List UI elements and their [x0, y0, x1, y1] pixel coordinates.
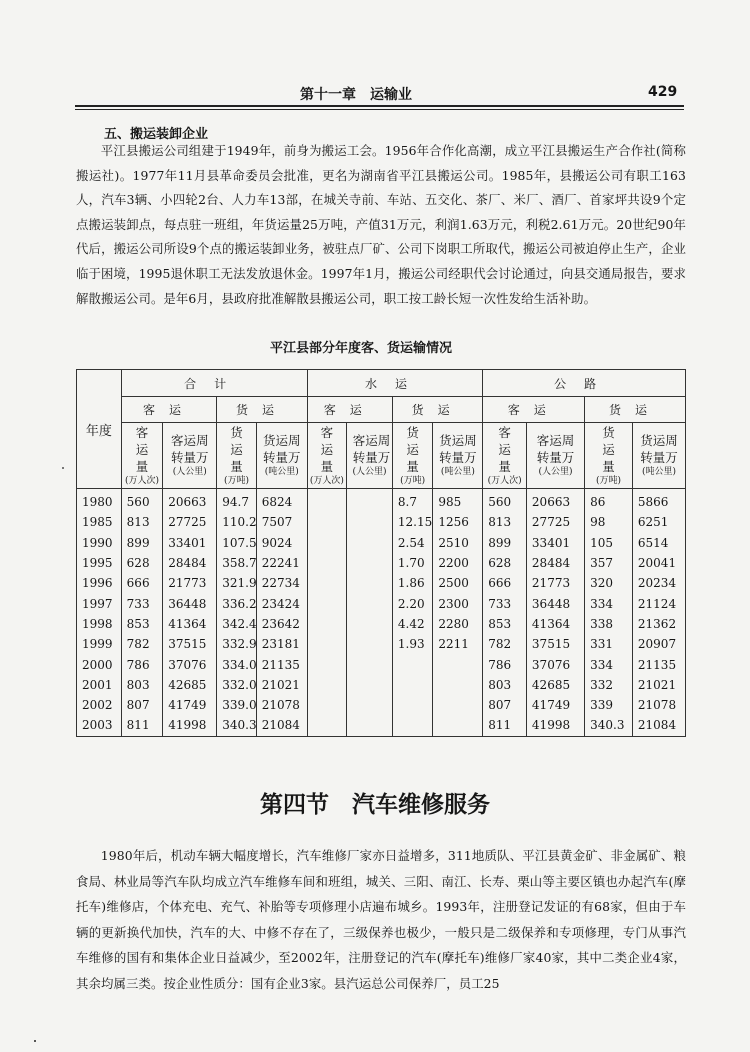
value-cell: 21135	[256, 654, 307, 674]
value-cell: 2280	[433, 614, 483, 634]
value-cell: 628	[121, 553, 163, 573]
value-cell: 899	[483, 533, 527, 553]
value-cell: 2.20	[392, 593, 433, 613]
value-cell: 110.2	[217, 512, 256, 532]
value-cell: 2211	[433, 634, 483, 654]
value-cell	[347, 695, 393, 715]
value-cell	[347, 715, 393, 736]
value-cell: 8.7	[392, 489, 433, 513]
value-cell: 21078	[632, 695, 685, 715]
value-cell: 107.5	[217, 533, 256, 553]
year-cell: 1995	[77, 553, 122, 573]
value-cell	[307, 533, 346, 553]
subgroup-header: 货运	[217, 397, 307, 423]
value-cell: 42685	[526, 675, 584, 695]
value-cell: 338	[585, 614, 633, 634]
value-cell	[433, 654, 483, 674]
value-cell: 27725	[163, 512, 217, 532]
column-header	[392, 423, 433, 489]
value-cell: 21084	[632, 715, 685, 736]
column-unit: (吨公里)	[264, 467, 299, 477]
column-header	[307, 423, 346, 489]
value-cell: 733	[121, 593, 163, 613]
value-cell	[307, 614, 346, 634]
transport-table	[76, 369, 686, 737]
column-name: 货运量	[406, 424, 419, 474]
table-row	[77, 553, 686, 573]
column-name: 货运周转量万	[439, 433, 477, 465]
column-unit: (吨公里)	[641, 467, 676, 477]
value-cell: 786	[121, 654, 163, 674]
section-title: 第四节 汽车维修服务	[260, 792, 490, 818]
value-cell: 41364	[163, 614, 217, 634]
value-cell: 336.2	[217, 593, 256, 613]
value-cell	[307, 593, 346, 613]
value-cell: 21078	[256, 695, 307, 715]
value-cell: 334	[585, 654, 633, 674]
value-cell: 803	[483, 675, 527, 695]
value-cell: 28484	[163, 553, 217, 573]
value-cell: 42685	[163, 675, 217, 695]
year-cell: 1990	[77, 533, 122, 553]
value-cell: 803	[121, 675, 163, 695]
value-cell	[347, 573, 393, 593]
value-cell	[392, 715, 433, 736]
value-cell: 666	[121, 573, 163, 593]
value-cell: 37076	[163, 654, 217, 674]
value-cell: 321.9	[217, 573, 256, 593]
value-cell: 666	[483, 573, 527, 593]
value-cell: 811	[483, 715, 527, 736]
group-header: 水运	[307, 370, 483, 397]
column-header	[256, 423, 307, 489]
chapter-header: 第十一章 运输业	[300, 87, 412, 103]
body-paragraph: 1980年后，机动车辆大幅度增长，汽车维修厂家亦日益增多，311地质队、平江县黄金矿、非金属矿、粮食局、林业局等汽车队均成立汽车维修车间和班组，城关、三阳、南江、长寿、栗山等主要区镇也办起汽车(摩托车)维修店，个体充电、充气、补胎等专项修理小店遍布城乡。1993年，注册登记发证的有68家，但由于车辆的更新换代加快，汽车的大、中修不存在了，三级保养也极少，一般只是二级保养和专项修理，专门从事汽车维修的国有和集体企业日益减少，至2002年，注册登记的汽车(摩托车)维修厂家40家，其中二类企业4家，其余均属三类。按企业性质分：国有企业3家。县汽运总公司保养厂，员工25	[76, 848, 686, 991]
value-cell: 628	[483, 553, 527, 573]
column-header	[163, 423, 217, 489]
subgroup-header: 货运	[392, 397, 482, 423]
value-cell: 339	[585, 695, 633, 715]
column-name: 客运周转量万	[536, 433, 575, 465]
value-cell: 2500	[433, 573, 483, 593]
value-cell	[347, 593, 393, 613]
value-cell: 33401	[526, 533, 584, 553]
value-cell: 813	[121, 512, 163, 532]
value-cell: 105	[585, 533, 633, 553]
value-cell: 23424	[256, 593, 307, 613]
value-cell: 340.3	[585, 715, 633, 736]
value-cell: 339.0	[217, 695, 256, 715]
value-cell	[307, 654, 346, 674]
value-cell: 41749	[163, 695, 217, 715]
column-header	[483, 423, 527, 489]
column-header	[632, 423, 685, 489]
value-cell: 342.4	[217, 614, 256, 634]
value-cell: 21021	[256, 675, 307, 695]
value-cell: 20907	[632, 634, 685, 654]
year-cell: 1998	[77, 614, 122, 634]
year-cell: 2001	[77, 675, 122, 695]
column-unit: (万人次)	[124, 475, 159, 486]
value-cell: 37515	[526, 634, 584, 654]
value-cell: 36448	[526, 593, 584, 613]
value-cell: 22241	[256, 553, 307, 573]
value-cell: 332	[585, 675, 633, 695]
value-cell	[347, 512, 393, 532]
value-cell: 86	[585, 489, 633, 513]
value-cell: 2.54	[392, 533, 433, 553]
value-cell: 6251	[632, 512, 685, 532]
value-cell: 41364	[526, 614, 584, 634]
column-unit: (万吨)	[595, 475, 622, 486]
year-cell: 1980	[77, 489, 122, 513]
value-cell: 23642	[256, 614, 307, 634]
value-cell: 332.9	[217, 634, 256, 654]
value-cell	[433, 675, 483, 695]
column-header	[526, 423, 584, 489]
column-name: 客运周转量万	[352, 433, 391, 465]
scan-speck	[62, 467, 64, 469]
value-cell: 28484	[526, 553, 584, 573]
column-header	[585, 423, 633, 489]
value-cell	[347, 489, 393, 513]
table-row	[77, 533, 686, 553]
value-cell	[307, 489, 346, 513]
column-name: 客运量	[320, 424, 334, 474]
value-cell: 560	[483, 489, 527, 513]
value-cell	[347, 675, 393, 695]
value-cell	[347, 614, 393, 634]
value-cell	[307, 695, 346, 715]
table-row	[77, 715, 686, 736]
value-cell: 21362	[632, 614, 685, 634]
column-name: 客运量	[135, 424, 149, 474]
value-cell	[347, 533, 393, 553]
value-cell: 733	[483, 593, 527, 613]
value-cell: 899	[121, 533, 163, 553]
value-cell: 813	[483, 512, 527, 532]
column-unit: (人公里)	[172, 467, 207, 477]
value-cell: 4.42	[392, 614, 433, 634]
value-cell	[307, 715, 346, 736]
table-row	[77, 695, 686, 715]
year-cell: 2002	[77, 695, 122, 715]
column-unit: (万吨)	[223, 475, 250, 486]
value-cell: 2200	[433, 553, 483, 573]
value-cell	[392, 675, 433, 695]
table-row	[77, 573, 686, 593]
column-header	[347, 423, 393, 489]
value-cell: 12.15	[392, 512, 433, 532]
table-row	[77, 593, 686, 613]
year-cell: 2003	[77, 715, 122, 736]
column-unit: (吨公里)	[440, 467, 475, 477]
column-name: 客运周转量万	[170, 433, 209, 465]
value-cell: 20234	[632, 573, 685, 593]
value-cell: 20041	[632, 553, 685, 573]
table-row	[77, 654, 686, 674]
year-header: 年度	[77, 370, 122, 489]
value-cell	[433, 715, 483, 736]
value-cell: 2300	[433, 593, 483, 613]
value-cell: 340.3	[217, 715, 256, 736]
table-row	[77, 512, 686, 532]
table-title: 平江县部分年度客、货运输情况	[270, 341, 453, 356]
header-rule	[75, 105, 684, 107]
year-cell: 2000	[77, 654, 122, 674]
value-cell: 21773	[526, 573, 584, 593]
value-cell: 41998	[526, 715, 584, 736]
value-cell	[392, 695, 433, 715]
value-cell: 334.0	[217, 654, 256, 674]
value-cell: 807	[121, 695, 163, 715]
table-row	[77, 634, 686, 654]
value-cell: 41998	[163, 715, 217, 736]
column-unit: (万人次)	[487, 475, 522, 486]
value-cell: 21084	[256, 715, 307, 736]
value-cell: 782	[483, 634, 527, 654]
year-cell: 1999	[77, 634, 122, 654]
value-cell: 21135	[632, 654, 685, 674]
table-row	[77, 614, 686, 634]
subgroup-header: 客运	[307, 397, 392, 423]
value-cell	[307, 675, 346, 695]
column-name: 货运周转量万	[640, 433, 678, 465]
column-unit: (万吨)	[400, 475, 426, 486]
value-cell: 560	[121, 489, 163, 513]
value-cell: 21021	[632, 675, 685, 695]
value-cell	[347, 654, 393, 674]
value-cell: 41749	[526, 695, 584, 715]
value-cell: 37076	[526, 654, 584, 674]
table-row	[77, 675, 686, 695]
column-name: 货运量	[602, 424, 615, 474]
column-name: 货运周转量万	[262, 433, 301, 465]
value-cell: 786	[483, 654, 527, 674]
value-cell: 853	[121, 614, 163, 634]
header-rule-thin	[75, 109, 684, 110]
column-unit: (人公里)	[352, 467, 387, 477]
value-cell: 6824	[256, 489, 307, 513]
column-header	[433, 423, 483, 489]
body-paragraph: 平江县搬运公司组建于1949年，前身为搬运工会。1956年合作化高潮，成立平江县搬运生产合作社(简称搬运社)。1977年11月县革命委员会批准，更名为湖南省平江县搬运公司。1985年，县搬运公司有职工163人，汽车3辆、小四轮2台、人力车13部，在城关寺前、车站、五交化、茶厂、米厂、酒厂、首家坪共设9个定点搬运装卸点，每点驻一班组，年货运量25万吨，产值31万元，利润1.63万元，利税2.61万元。20世纪90年代后，搬运公司所设9个点的搬运装卸业务，被驻点厂矿、公司下岗职工所取代，搬运公司被迫停止生产，企业临于困境，1995退休职工无法发放退休金。1997年1月，搬运公司经职代会讨论通过，向县交通局报告，要求解散搬运公司。是年6月，县政府批准解散县搬运公司，职工按工龄长短一次性发给生活补助。	[76, 143, 686, 306]
value-cell: 334	[585, 593, 633, 613]
value-cell: 358.7	[217, 553, 256, 573]
value-cell: 320	[585, 573, 633, 593]
value-cell: 2510	[433, 533, 483, 553]
column-header	[217, 423, 256, 489]
value-cell	[433, 695, 483, 715]
value-cell: 7507	[256, 512, 307, 532]
page-number: 429	[648, 84, 678, 100]
value-cell: 985	[433, 489, 483, 513]
column-header	[121, 423, 163, 489]
column-unit: (人公里)	[538, 467, 573, 477]
subgroup-header: 客运	[121, 397, 217, 423]
table-row	[77, 489, 686, 513]
year-cell: 1997	[77, 593, 122, 613]
group-header: 公路	[483, 370, 686, 397]
value-cell: 6514	[632, 533, 685, 553]
value-cell	[307, 512, 346, 532]
year-cell: 1996	[77, 573, 122, 593]
group-header: 合计	[121, 370, 307, 397]
value-cell: 36448	[163, 593, 217, 613]
column-unit: (万人次)	[309, 475, 344, 486]
value-cell	[307, 634, 346, 654]
value-cell: 5866	[632, 489, 685, 513]
value-cell: 807	[483, 695, 527, 715]
column-name: 客运量	[498, 424, 511, 474]
scan-speck	[34, 1040, 36, 1042]
subgroup-header: 货运	[585, 397, 686, 423]
value-cell	[307, 573, 346, 593]
value-cell: 332.0	[217, 675, 256, 695]
section-heading: 五、搬运装卸企业	[104, 127, 209, 142]
value-cell: 1.86	[392, 573, 433, 593]
value-cell: 21124	[632, 593, 685, 613]
value-cell	[307, 553, 346, 573]
value-cell: 1.93	[392, 634, 433, 654]
value-cell	[347, 553, 393, 573]
value-cell: 331	[585, 634, 633, 654]
value-cell: 811	[121, 715, 163, 736]
value-cell: 782	[121, 634, 163, 654]
value-cell: 1.70	[392, 553, 433, 573]
value-cell: 27725	[526, 512, 584, 532]
value-cell: 21773	[163, 573, 217, 593]
value-cell: 37515	[163, 634, 217, 654]
value-cell: 20663	[163, 489, 217, 513]
value-cell: 20663	[526, 489, 584, 513]
value-cell	[347, 634, 393, 654]
value-cell: 33401	[163, 533, 217, 553]
value-cell: 357	[585, 553, 633, 573]
year-cell: 1985	[77, 512, 122, 532]
column-name: 货运量	[230, 424, 243, 474]
value-cell: 1256	[433, 512, 483, 532]
subgroup-header: 客运	[483, 397, 585, 423]
value-cell	[392, 654, 433, 674]
value-cell: 23181	[256, 634, 307, 654]
value-cell: 94.7	[217, 489, 256, 513]
value-cell: 98	[585, 512, 633, 532]
value-cell: 22734	[256, 573, 307, 593]
value-cell: 9024	[256, 533, 307, 553]
value-cell: 853	[483, 614, 527, 634]
